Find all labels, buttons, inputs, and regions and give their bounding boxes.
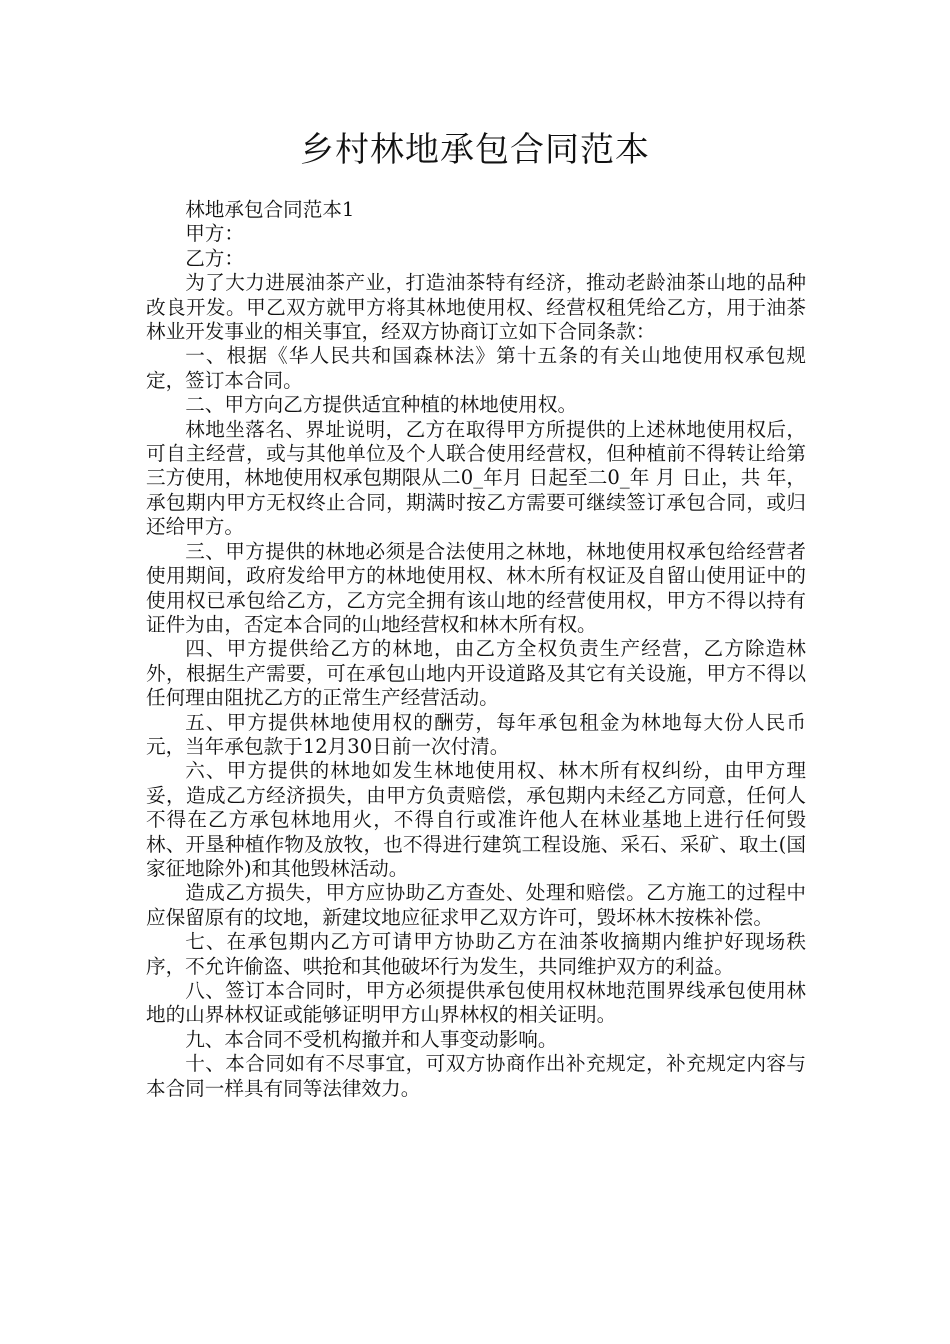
paragraph-clause-7: 七、在承包期内乙方可请甲方协助乙方在油茶收摘期内维护好现场秩序，不允许偷盗、哄抢和其他破坏行为发生，共同维护双方的利益。 [146, 930, 806, 978]
paragraph-clause-2: 二、甲方向乙方提供适宜种植的林地使用权。 [185, 393, 578, 417]
paragraph-clause-3: 三、甲方提供的林地必须是合法使用之林地，林地使用权承包给经营者使用期间，政府发给甲方的林地使用权、林木所有权证及自留山使用证中的使用权已承包给乙方，乙方完全拥有该山地的经营使用权，甲方不得以持有证件为由，否定本合同的山地经营权和林木所有权。 [146, 539, 806, 636]
paragraph-party-a: 甲方： [185, 222, 244, 246]
paragraph-clause-6: 六、甲方提供的林地如发生林地使用权、林木所有权纠纷，由甲方理妥，造成乙方经济损失，由甲方负责赔偿，承包期内未经乙方同意，任何人不得在乙方承包林地用火，不得自行或准许他人在林业基地上进行任何毁林、开垦种植作物及放牧，也不得进行建筑工程设施、采石、采矿、取土(国家征地除外)和其他毁林活动。 [146, 759, 806, 880]
document-body [146, 198, 806, 1101]
paragraph-clause-4: 四、甲方提供给乙方的林地，由乙方全权负责生产经营，乙方除造林外，根据生产需要，可在承包山地内开设道路及其它有关设施，甲方不得以任何理由阻扰乙方的正常生产经营活动。 [146, 637, 806, 710]
paragraph-clause-6-detail: 造成乙方损失，甲方应协助乙方查处、处理和赔偿。乙方施工的过程中应保留原有的坟地，新建坟地应征求甲乙双方许可，毁坏林木按株补偿。 [146, 881, 806, 929]
paragraph-clause-10: 十、本合同如有不尽事宜，可双方协商作出补充规定，补充规定内容与本合同一样具有同等法律效力。 [146, 1052, 806, 1100]
paragraph-clause-5: 五、甲方提供林地使用权的酬劳，每年承包租金为林地每大份人民币 元，当年承包款于12月30日前一次付清。 [146, 710, 806, 758]
paragraph-clause-1: 一、根据《华人民共和国森林法》第十五条的有关山地使用权承包规定，签订本合同。 [146, 344, 806, 392]
document-title: 乡村林地承包合同范本 [300, 130, 650, 170]
paragraph-subtitle: 林地承包合同范本1 [185, 198, 355, 221]
paragraph-clause-8: 八、签订本合同时，甲方必须提供承包使用权林地范围界线承包使用林地的山界林权证或能够证明甲方山界林权的相关证明。 [146, 979, 806, 1027]
paragraph-preamble: 为了大力进展油茶产业，打造油茶特有经济，推动老龄油茶山地的品种改良开发。甲乙双方就甲方将其林地使用权、经营权租凭给乙方，用于油茶林业开发事业的相关事宜，经双方协商订立如下合同条款： [146, 271, 806, 344]
paragraph-clause-2-detail: 林地坐落名、界址说明，乙方在取得甲方所提供的上述林地使用权后，可自主经营，或与其他单位及个人联合使用经营权，但种植前不得转让给第三方使用，林地使用权承包期限从二0_年月 日起至二0_年 月 日止，共 年，承包期内甲方无权终止合同，期满时按乙方需要可继续签订承包合同，或归还给甲方。 [146, 417, 806, 539]
paragraph-clause-9: 九、本合同不受机构撤并和人事变动影响。 [185, 1027, 558, 1051]
paragraph-party-b: 乙方： [185, 246, 244, 270]
